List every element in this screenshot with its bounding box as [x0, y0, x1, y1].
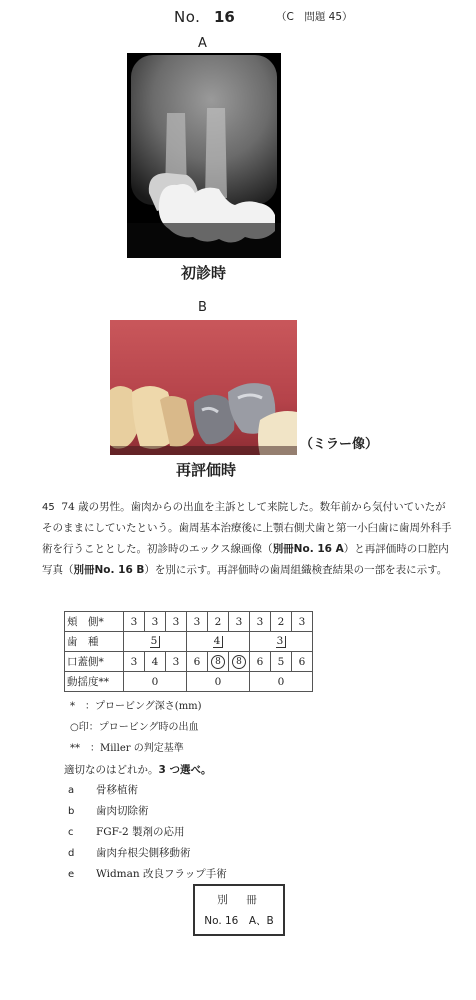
question-text-part-2: ）と再評価時の口腔内写真（ — [42, 543, 449, 576]
table-cell: 0 — [124, 672, 187, 692]
intraoral-photo — [110, 320, 297, 455]
row-label: 頬 側* — [65, 612, 124, 632]
figure-a-letter: A — [198, 36, 207, 51]
question-number: 45 — [42, 502, 55, 513]
tooth-notation: 3 — [276, 636, 287, 648]
choice-b[interactable] — [68, 803, 149, 818]
choice-text: 歯肉切除術 — [96, 805, 149, 817]
header-reference: （C 問題 45） — [276, 11, 353, 23]
table-cell — [250, 632, 313, 652]
choice-key: c — [68, 827, 74, 838]
question-text-part-1: 74 歳の男性。歯肉からの出血を主訴として来院した。数年前から気付いていたがそのままにしていたという。歯周基本治療後に上顎右側犬歯と第一小臼歯に歯周外科手術を行うこととした。初診時のエックス線画像（ — [42, 501, 452, 555]
xray-image — [127, 53, 281, 258]
choice-key: e — [68, 869, 75, 880]
question-text — [42, 497, 452, 581]
row-label: 口蓋側* — [65, 652, 124, 672]
choice-text: FGF-2 製剤の応用 — [96, 826, 185, 838]
table-cell: 3 — [250, 612, 271, 632]
table-cell: 6 — [187, 652, 208, 672]
table-cell: 3 — [124, 612, 145, 632]
table-cell: 4 — [145, 652, 166, 672]
table-cell: 3 — [229, 612, 250, 632]
row-label: 歯 種 — [65, 632, 124, 652]
table-cell: 3 — [124, 652, 145, 672]
table-note: ** ：Miller の判定基準 — [70, 743, 184, 754]
choice-d[interactable] — [68, 845, 191, 860]
choice-a[interactable] — [68, 782, 138, 797]
table-cell: 3 — [292, 612, 313, 632]
table-cell — [208, 652, 229, 672]
choice-c[interactable] — [68, 824, 185, 839]
table-cell — [229, 652, 250, 672]
table-cell: 5 — [271, 652, 292, 672]
supplement-ref-a: 別冊No. 16 A — [272, 543, 344, 555]
row-label: 動揺度** — [65, 672, 124, 692]
table-cell: 2 — [271, 612, 292, 632]
choice-key: d — [68, 848, 75, 859]
choice-key: b — [68, 806, 75, 817]
figure-b-mirror-note: （ミラー像） — [300, 437, 379, 452]
choice-e[interactable] — [68, 866, 227, 881]
choice-text: 骨移植術 — [96, 784, 138, 796]
figure-a-caption: 初診時 — [181, 264, 227, 282]
choice-text: Widman 改良フラップ手術 — [96, 868, 227, 880]
table-row-mobility — [65, 672, 313, 692]
table-cell — [124, 632, 187, 652]
supplement-ref-b: 別冊No. 16 B — [73, 564, 145, 576]
table-note: ○印：プロービング時の出血 — [70, 722, 199, 733]
table-cell: 3 — [145, 612, 166, 632]
table-cell: 2 — [208, 612, 229, 632]
bleeding-circle: 8 — [211, 655, 225, 669]
supplement-ref: No. 16 A、B — [204, 915, 274, 927]
question-text-part-3: ）を別に示す。再評価時の歯周組織検査結果の一部を表に示す。 — [144, 564, 448, 576]
table-cell: 3 — [187, 612, 208, 632]
table-note: * ：プロービング深さ(mm) — [70, 701, 202, 712]
prompt-text: 適切なのはどれか。 — [64, 764, 159, 776]
table-row-palatal — [65, 652, 313, 672]
table-cell — [187, 632, 250, 652]
table-cell: 6 — [250, 652, 271, 672]
supplement-box — [193, 884, 285, 936]
prompt-emphasis: 3 つ選べ。 — [158, 764, 212, 776]
header-number: 16 — [214, 8, 235, 26]
periodontal-exam-table — [64, 611, 313, 692]
question-prompt — [64, 762, 211, 777]
table-row-buccal — [65, 612, 313, 632]
tooth-notation: 4 — [213, 636, 224, 648]
table-row-tooth-type — [65, 632, 313, 652]
table-cell: 3 — [166, 652, 187, 672]
table-cell: 0 — [187, 672, 250, 692]
table-cell: 0 — [250, 672, 313, 692]
choice-text: 歯肉弁根尖側移動術 — [96, 847, 191, 859]
table-cell: 6 — [292, 652, 313, 672]
figure-b-caption: 再評価時 — [176, 461, 237, 479]
tooth-notation: 5 — [150, 636, 161, 648]
supplement-title: 別 冊 — [217, 894, 261, 906]
table-cell: 3 — [166, 612, 187, 632]
figure-b-letter: B — [198, 300, 207, 315]
header-no-label: No. — [174, 8, 201, 26]
choice-key: a — [68, 785, 75, 796]
bleeding-circle: 8 — [232, 655, 246, 669]
